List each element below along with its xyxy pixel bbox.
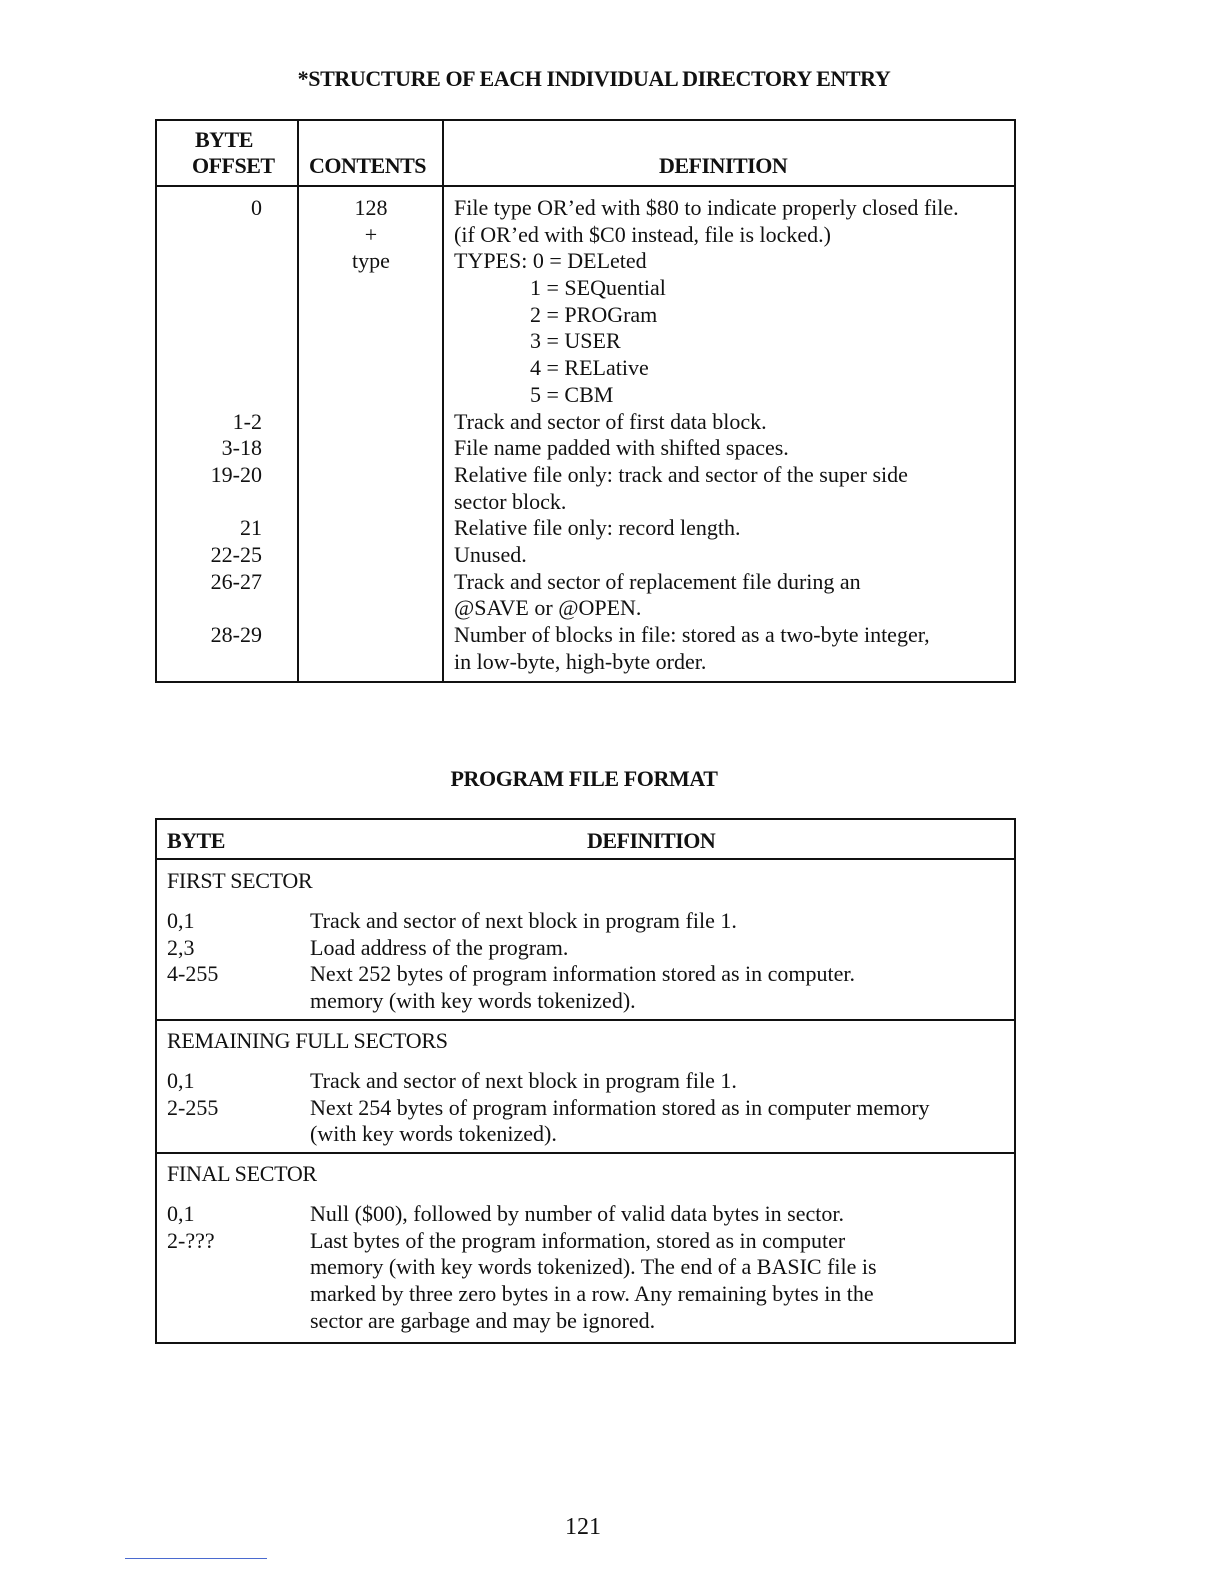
header-byte: BYTE: [195, 127, 253, 152]
header-byte: BYTE: [167, 828, 225, 853]
offset-cell: 26-27: [210, 568, 262, 594]
definition-line: @SAVE or @OPEN.: [454, 595, 642, 621]
definition-line: 3 = USER: [530, 328, 621, 354]
definition-line: Number of blocks in file: stored as a two-byte integer,: [454, 622, 930, 647]
offset-cell: [157, 275, 262, 302]
page-number: 121: [565, 1514, 601, 1540]
offset-column: [157, 195, 262, 675]
definition-line: Last bytes of the program information, stored as in computer: [310, 1227, 846, 1253]
definition-line: Next 252 bytes of program information stored as in computer.: [310, 961, 855, 987]
byte-cell: 0,1: [167, 1201, 195, 1226]
definition-cell: [310, 961, 1014, 1014]
byte-cell: 0,1: [167, 1068, 195, 1093]
offset-cell: 21: [240, 515, 262, 541]
definition-cell: [310, 908, 1014, 935]
header-contents: CONTENTS: [309, 153, 427, 178]
definition-line: 1 = SEQuential: [530, 275, 666, 301]
byte-cell: 4-255: [167, 961, 219, 987]
section-rows: [167, 908, 1014, 1015]
definition-line: Next 254 bytes of program information stored as in computer memory: [310, 1094, 930, 1120]
byte-cell: 2-???: [167, 1227, 215, 1253]
definition-line: 5 = CBM: [530, 381, 614, 407]
offset-cell: [157, 595, 262, 622]
offset-cell: [157, 222, 262, 249]
definition-line: memory (with key words tokenized).: [310, 988, 636, 1014]
definition-cell: [310, 1201, 1014, 1228]
offset-cell: [157, 382, 262, 409]
definition-line: File type OR’ed with $80 to indicate properly closed file.: [454, 195, 959, 220]
byte-cell: 2-255: [167, 1094, 219, 1120]
table-row: [167, 935, 1014, 962]
definition-line: Null ($00), followed by number of valid data bytes in sector.: [310, 1201, 844, 1226]
section-heading: FIRST SECTOR: [167, 868, 313, 893]
definition-line: Track and sector of replacement file during an: [454, 568, 861, 594]
table-row: [167, 1095, 1014, 1148]
section-divider: [157, 1152, 1014, 1154]
definition-cell: [310, 935, 1014, 962]
offset-cell: 0: [251, 195, 262, 220]
header-offset: OFFSET: [192, 153, 275, 178]
definition-line: in low-byte, high-byte order.: [454, 648, 707, 674]
contents-cell: 128: [354, 195, 388, 220]
definition-cell: [310, 1228, 1014, 1335]
table-row: [167, 961, 1014, 1014]
offset-cell: [157, 489, 262, 516]
definition-line: sector block.: [454, 488, 567, 514]
definition-line: marked by three zero bytes in a row. Any remaining bytes in the: [310, 1281, 874, 1307]
definition-cell: [310, 1068, 1014, 1095]
contents-cell: +: [364, 221, 378, 247]
header-definition: DEFINITION: [659, 153, 788, 178]
definition-line: Track and sector of next block in program file 1.: [310, 908, 737, 933]
scan-artifact-line: [125, 1558, 267, 1559]
byte-cell: 0,1: [167, 908, 195, 933]
table-row: [167, 908, 1014, 935]
header-definition: DEFINITION: [587, 828, 716, 853]
definition-line: 4 = RELative: [530, 355, 649, 381]
definition-line: 2 = PROGram: [530, 301, 658, 327]
table-row: [167, 1068, 1014, 1095]
definition-line: (if OR’ed with $C0 instead, file is locked.): [454, 221, 831, 247]
offset-cell: [157, 649, 262, 676]
definition-line: Unused.: [454, 541, 527, 567]
definition-cell: [310, 1095, 1014, 1148]
section-heading: FINAL SECTOR: [167, 1161, 317, 1186]
definition-line: Load address of the program.: [310, 934, 569, 960]
offset-cell: [157, 328, 262, 355]
section-rows: [167, 1201, 1014, 1334]
offset-cell: 19-20: [210, 461, 262, 487]
section-heading: REMAINING FULL SECTORS: [167, 1028, 448, 1053]
definition-line: File name padded with shifted spaces.: [454, 435, 789, 461]
definition-line: sector are garbage and may be ignored.: [310, 1307, 656, 1333]
contents-column: [299, 195, 443, 275]
definition-line: (with key words tokenized).: [310, 1121, 557, 1147]
program-file-format-table: [155, 818, 1016, 1344]
offset-cell: 3-18: [221, 435, 262, 461]
offset-cell: 1-2: [232, 408, 262, 434]
definition-line: TYPES: 0 = DELeted: [454, 248, 647, 274]
definition-line: Relative file only: record length.: [454, 515, 741, 541]
directory-table-header: [157, 121, 1014, 187]
contents-cell: type: [352, 248, 390, 274]
offset-cell: [157, 355, 262, 382]
definition-line: Relative file only: track and sector of the super side: [454, 461, 908, 487]
section-rows: [167, 1068, 1014, 1148]
offset-cell: [157, 302, 262, 329]
section-divider: [157, 1019, 1014, 1021]
directory-entry-table: [155, 119, 1016, 683]
section-divider: [157, 858, 1014, 860]
directory-entry-title: *STRUCTURE OF EACH INDIVIDUAL DIRECTORY ENTRY: [297, 66, 891, 91]
table-row: [167, 1201, 1014, 1228]
offset-cell: 28-29: [210, 622, 262, 647]
offset-cell: [157, 248, 262, 275]
offset-cell: 22-25: [210, 541, 262, 567]
definition-line: memory (with key words tokenized). The end of a BASIC file is: [310, 1254, 877, 1280]
definition-line: Track and sector of next block in program file 1.: [310, 1068, 737, 1093]
program-file-format-title: PROGRAM FILE FORMAT: [450, 766, 718, 791]
definition-line: Track and sector of first data block.: [454, 408, 767, 434]
byte-cell: 2,3: [167, 934, 195, 960]
table-row: [167, 1228, 1014, 1335]
definition-column: [454, 195, 1014, 675]
